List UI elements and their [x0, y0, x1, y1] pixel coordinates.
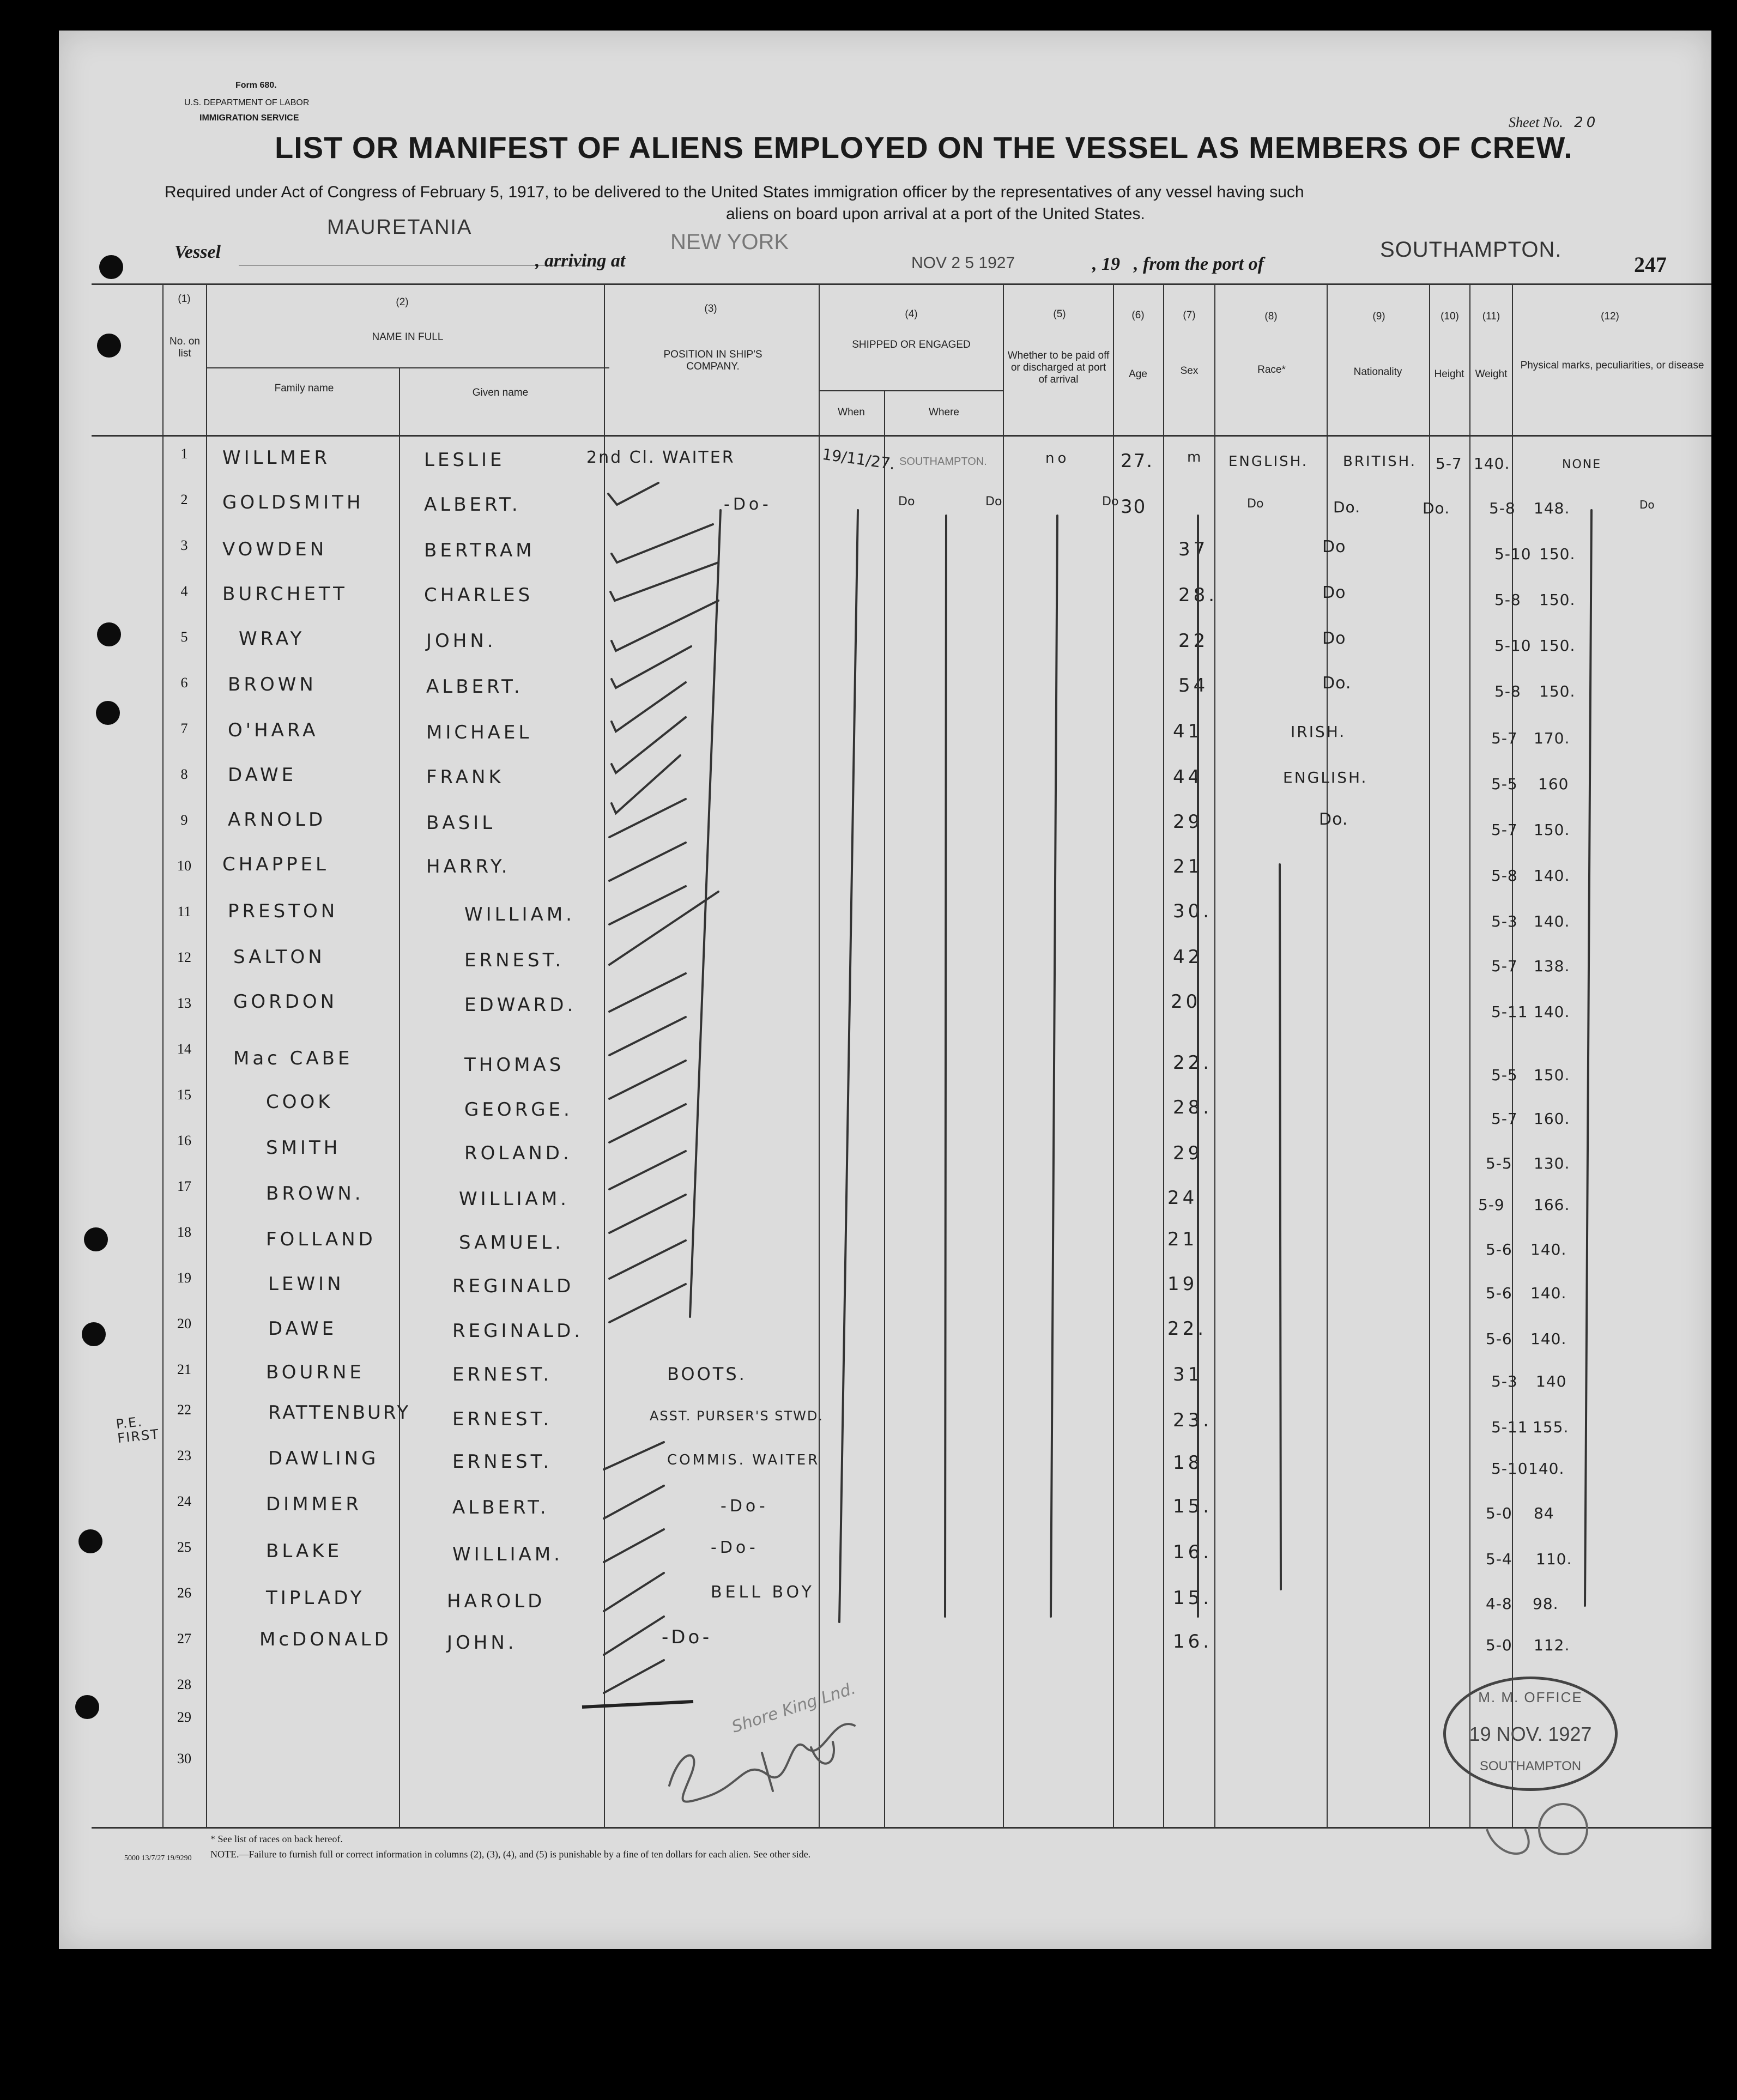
height: 5-7 [1491, 1110, 1518, 1128]
given-name: MICHAEL [426, 722, 532, 743]
age: 20 [1171, 991, 1201, 1013]
family-name: Mac CABE [233, 1048, 353, 1069]
race: ENGLISH. [1283, 768, 1368, 786]
weight: 130. [1534, 1154, 1570, 1172]
row-number: 19 [177, 1270, 191, 1286]
height: 5-6 [1486, 1284, 1512, 1302]
height: 5-0 [1486, 1504, 1512, 1522]
row-number: 28 [177, 1677, 191, 1692]
col-header-paid: Whether to be paid off or discharged at port of arrival [1007, 350, 1110, 385]
col-header-race: Race* [1257, 364, 1286, 376]
height: 5-4 [1486, 1550, 1512, 1568]
family-name: O'HARA [228, 719, 319, 741]
weight: 140. [1474, 455, 1510, 473]
weight: 140. [1534, 912, 1570, 930]
print-code: 5000 13/7/27 19/9290 [124, 1854, 192, 1862]
height: 5-8 [1494, 682, 1521, 700]
age: 29 [1173, 1142, 1203, 1164]
family-name: SMITH [266, 1137, 341, 1159]
row-number: 3 [180, 537, 188, 553]
given-name: WILLIAM. [452, 1544, 563, 1565]
age: 29 [1173, 811, 1203, 833]
stamp-bottom: SOUTHAMPTON [1479, 1759, 1582, 1774]
weight: 166. [1534, 1196, 1570, 1214]
age: 22. [1173, 1052, 1213, 1074]
row-number: 22 [177, 1402, 191, 1418]
age: 27. [1121, 450, 1154, 472]
family-name: BOURNE [266, 1361, 365, 1383]
height: 5-0 [1486, 1636, 1512, 1654]
age: 21 [1173, 856, 1203, 877]
age: 23. [1173, 1409, 1213, 1431]
col-num-9: (9) [1372, 311, 1385, 322]
department-name: U.S. DEPARTMENT OF LABOR [184, 98, 310, 107]
col-header-when: When [838, 407, 865, 418]
position: -Do- [662, 1626, 712, 1648]
given-name: ROLAND. [464, 1142, 572, 1164]
race: IRISH. [1291, 723, 1346, 741]
height: 5-3 [1491, 1372, 1518, 1390]
from-port-label: , from the port of [1134, 254, 1264, 274]
height: 5-8 [1494, 591, 1521, 609]
given-name: JOHN. [447, 1632, 517, 1654]
age: 37 [1178, 538, 1209, 560]
race: Do [1322, 537, 1346, 556]
row-number: 7 [180, 721, 188, 736]
margin-note: P.E. FIRST [115, 1414, 161, 1447]
height: 5-7 [1436, 455, 1462, 473]
col-num-8: (8) [1264, 311, 1278, 322]
col-header-height: Height [1434, 368, 1464, 380]
row-number: 2 [180, 492, 188, 507]
family-name: BLAKE [266, 1540, 343, 1562]
col-header-position: POSITION IN SHIP'S COMPANY. [663, 349, 762, 372]
given-name: JOHN. [426, 630, 497, 652]
height: 5-10 [1491, 1460, 1528, 1478]
row-number: 17 [177, 1178, 191, 1194]
col-header-family: Family name [274, 383, 334, 394]
race: ENGLISH. [1228, 453, 1309, 470]
age: 42 [1173, 946, 1203, 968]
col-header-name: NAME IN FULL [372, 331, 444, 343]
family-name: WRAY [239, 628, 305, 650]
age: 41 [1173, 721, 1203, 742]
nationality: Do. [1423, 499, 1450, 517]
row-number: 8 [180, 766, 188, 782]
row-number: 5 [180, 629, 188, 645]
given-name: GEORGE. [464, 1099, 573, 1121]
col-header-sex: Sex [1180, 365, 1199, 377]
age: 31 [1173, 1364, 1203, 1385]
height: 5-9 [1478, 1196, 1505, 1214]
age: 54 [1178, 675, 1209, 697]
family-name: PRESTON [228, 900, 338, 922]
row-number: 27 [177, 1631, 191, 1647]
age: 19 [1167, 1273, 1198, 1295]
given-name: ALBERT. [426, 676, 523, 698]
sheet-number: 20 [1574, 114, 1599, 131]
age: 16. [1173, 1631, 1213, 1653]
given-name: REGINALD. [452, 1320, 584, 1342]
given-name: ERNEST. [452, 1408, 553, 1430]
weight: 140 [1536, 1372, 1567, 1390]
race: Do [1322, 629, 1346, 648]
shipped-when: Do [898, 495, 915, 509]
family-name: DAWLING [268, 1448, 379, 1469]
weight: 150. [1539, 545, 1576, 563]
col-header-where: Where [929, 407, 959, 418]
family-name: GOLDSMITH [222, 492, 364, 513]
position: ASST. PURSER'S STWD. [650, 1408, 824, 1424]
family-name: WILLMER [222, 447, 330, 469]
position: -Do- [724, 495, 772, 514]
col-num-2: (2) [396, 296, 409, 308]
family-name: SALTON [233, 946, 325, 968]
arrival-date: NOV 2 5 1927 [911, 254, 1015, 272]
weight: 148. [1534, 499, 1570, 517]
row-number: 15 [177, 1087, 191, 1103]
row-number: 13 [177, 995, 191, 1011]
weight: 140. [1528, 1460, 1565, 1478]
family-name: GORDON [233, 991, 338, 1013]
col-header-nationality: Nationality [1353, 366, 1402, 378]
stamp-date: 19 NOV. 1927 [1469, 1723, 1592, 1745]
weight: 140. [1534, 1003, 1570, 1021]
position: -Do- [711, 1538, 759, 1557]
page-title: LIST OR MANIFEST OF ALIENS EMPLOYED ON THE VESSEL AS MEMBERS OF CREW. [275, 130, 1573, 165]
family-name: VOWDEN [222, 538, 328, 560]
family-name: CHAPPEL [222, 854, 329, 875]
shipped-when: 19/11/27. [821, 445, 897, 474]
given-name: CHARLES [424, 584, 534, 606]
row-number: 18 [177, 1224, 191, 1240]
row-number: 4 [180, 583, 188, 599]
age: 28. [1173, 1097, 1213, 1118]
family-name: BROWN. [266, 1183, 364, 1205]
weight: 110. [1536, 1550, 1572, 1568]
family-name: RATTENBURY [268, 1402, 411, 1424]
given-name: REGINALD [452, 1275, 574, 1297]
family-name: LEWIN [268, 1273, 344, 1295]
given-name: BASIL [426, 812, 496, 834]
sex: Do [1247, 497, 1264, 511]
row-number: 25 [177, 1539, 191, 1555]
age: 18 [1173, 1452, 1203, 1474]
family-name: FOLLAND [266, 1228, 376, 1250]
col-header-given: Given name [472, 387, 529, 398]
age: 30. [1173, 900, 1213, 922]
form-number: Form 680. [235, 81, 277, 90]
race: Do. [1333, 498, 1361, 516]
row-number: 30 [177, 1751, 191, 1766]
family-name: COOK [266, 1091, 334, 1113]
height: 4-8 [1486, 1595, 1512, 1613]
col-header-shipped: SHIPPED OR ENGAGED [852, 339, 971, 350]
position: 2nd Cl. WAITER [586, 448, 735, 467]
age: 21 [1167, 1228, 1198, 1250]
signature: Shore King Lnd. [729, 1679, 858, 1737]
height: 5-7 [1491, 821, 1518, 839]
row-number: 9 [180, 812, 188, 828]
family-name: ARNOLD [228, 809, 326, 831]
family-name: DAWE [268, 1318, 337, 1340]
weight: 170. [1534, 729, 1570, 747]
height: 5-5 [1491, 775, 1518, 793]
height: 5-10 [1494, 545, 1532, 563]
age: 22 [1178, 630, 1209, 652]
vessel-label: Vessel [174, 242, 221, 262]
given-name: HARRY. [426, 856, 511, 877]
position: COMMIS. WAITER [667, 1452, 820, 1468]
age: 44 [1173, 766, 1203, 788]
family-name: DIMMER [266, 1493, 362, 1515]
height: 5-6 [1486, 1240, 1512, 1258]
row-number: 6 [180, 675, 188, 691]
weight: 138. [1534, 957, 1570, 975]
vessel-name: MAURETANIA [327, 216, 473, 239]
weight: 150. [1539, 637, 1576, 655]
col-num-11: (11) [1482, 311, 1500, 322]
row-number: 29 [177, 1709, 191, 1725]
position: -Do- [721, 1497, 768, 1516]
arriving-label: , arriving at [535, 251, 626, 271]
family-name: BURCHETT [222, 583, 348, 605]
height: 5-8 [1489, 499, 1516, 517]
races-note: * See list of races on back hereof. [210, 1833, 343, 1844]
given-name: WILLIAM. [464, 904, 575, 925]
age: 16. [1173, 1541, 1213, 1563]
row-number: 21 [177, 1361, 191, 1377]
weight: 140. [1530, 1240, 1567, 1258]
given-name: ERNEST. [452, 1364, 553, 1385]
family-name: BROWN [228, 674, 317, 695]
age: 28. [1178, 584, 1218, 606]
given-name: HAROLD [447, 1590, 546, 1612]
height: 5-11 [1491, 1418, 1528, 1436]
stamp-top: M. M. OFFICE [1478, 1689, 1583, 1705]
given-name: ERNEST. [464, 949, 565, 971]
col-header-marks: Physical marks, peculiarities, or disease [1520, 360, 1704, 371]
given-name: BERTRAM [424, 540, 535, 561]
weight: 140. [1530, 1284, 1567, 1302]
col-num-1: (1) [178, 293, 191, 305]
weight: 150. [1534, 821, 1570, 839]
row-number: 1 [180, 446, 188, 462]
weight: 150. [1534, 1066, 1570, 1084]
row-number: 20 [177, 1316, 191, 1332]
position: BOOTS. [667, 1364, 747, 1384]
col-header-age: Age [1129, 368, 1147, 380]
year-label: , 19 [1092, 254, 1120, 274]
col-num-7: (7) [1183, 310, 1196, 321]
row-number: 23 [177, 1448, 191, 1463]
row-number: 12 [177, 949, 191, 965]
given-name: EDWARD. [464, 994, 577, 1016]
col-num-5: (5) [1053, 308, 1066, 320]
weight: 150. [1539, 591, 1576, 609]
shipped-where: Do [985, 495, 1002, 509]
row-number: 10 [177, 858, 191, 874]
col-num-4: (4) [905, 308, 918, 320]
given-name: ALBERT. [452, 1497, 549, 1518]
age: 30 [1121, 496, 1147, 518]
office-stamp [1443, 1677, 1618, 1791]
subtitle-line-1: Required under Act of Congress of February 5, 1917, to be delivered to the United States immigration officer by the representatives of any vessel having such [165, 183, 1304, 201]
departure-port: SOUTHAMPTON. [1380, 238, 1562, 262]
age: 22. [1167, 1318, 1207, 1340]
family-name: DAWE [228, 764, 297, 786]
service-name: IMMIGRATION SERVICE [199, 113, 299, 123]
height: 5-5 [1486, 1154, 1512, 1172]
penalty-note: NOTE.—Failure to furnish full or correct information in columns (2), (3), (4), and (5) is punishable by a fine of ten dollars for each alien. See other side. [210, 1849, 811, 1860]
height: 5-11 [1491, 1003, 1528, 1021]
col-num-3: (3) [704, 303, 717, 314]
col-header-weight: Weight [1475, 368, 1508, 380]
col-num-12: (12) [1601, 311, 1619, 322]
given-name: ALBERT. [424, 494, 521, 516]
col-header-no: No. on list [170, 336, 200, 359]
given-name: SAMUEL. [459, 1232, 564, 1254]
weight: 140. [1534, 867, 1570, 885]
race: Do. [1319, 810, 1348, 829]
row-number: 14 [177, 1041, 191, 1057]
age: 15. [1173, 1496, 1213, 1517]
paid-off: Do [1102, 495, 1119, 509]
given-name: ERNEST. [452, 1451, 553, 1473]
given-name: THOMAS [464, 1054, 565, 1076]
nationality: BRITISH. [1343, 453, 1417, 470]
weight: 150. [1539, 682, 1576, 700]
height: 5-10 [1494, 637, 1532, 655]
weight: 140. [1530, 1330, 1567, 1348]
race: Do. [1322, 674, 1352, 693]
row-number: 26 [177, 1585, 191, 1601]
age: 15. [1173, 1587, 1213, 1609]
page-number: 247 [1634, 252, 1667, 277]
height: 5-7 [1491, 729, 1518, 747]
arrival-port: NEW YORK [670, 230, 789, 254]
weight: 160. [1534, 1110, 1570, 1128]
shipped-where: SOUTHAMPTON. [899, 456, 987, 468]
weight: 84 [1534, 1504, 1554, 1522]
col-num-10: (10) [1441, 311, 1459, 322]
position: BELL BOY [711, 1583, 815, 1602]
physical-marks: NONE [1562, 458, 1602, 471]
family-name: TIPLADY [266, 1587, 365, 1609]
given-name: LESLIE [424, 449, 505, 471]
sex: m [1187, 449, 1205, 465]
paid-off: no [1045, 450, 1070, 467]
sheet-label: Sheet No. [1509, 114, 1563, 130]
col-num-6: (6) [1131, 310, 1145, 321]
weight: 155. [1533, 1418, 1569, 1436]
given-name: FRANK [426, 766, 504, 788]
weight: 112. [1534, 1636, 1570, 1654]
weight: 98. [1533, 1595, 1559, 1613]
weight: 160 [1538, 775, 1569, 793]
height: 5-6 [1486, 1330, 1512, 1348]
race: Do [1322, 583, 1346, 602]
height: 5-7 [1491, 957, 1518, 975]
height: 5-8 [1491, 867, 1518, 885]
subtitle-line-2: aliens on board upon arrival at a port of the United States. [726, 205, 1145, 223]
row-number: 16 [177, 1133, 191, 1148]
row-number: 11 [177, 904, 191, 919]
height: 5-5 [1491, 1066, 1518, 1084]
family-name: McDONALD [259, 1629, 392, 1650]
ditto-marks [59, 31, 1711, 1949]
physical-marks: Do [1639, 498, 1655, 511]
manifest-sheet [59, 31, 1711, 1949]
row-number: 24 [177, 1493, 191, 1509]
age: 24 [1167, 1187, 1198, 1209]
given-name: WILLIAM. [459, 1188, 570, 1210]
height: 5-3 [1491, 912, 1518, 930]
